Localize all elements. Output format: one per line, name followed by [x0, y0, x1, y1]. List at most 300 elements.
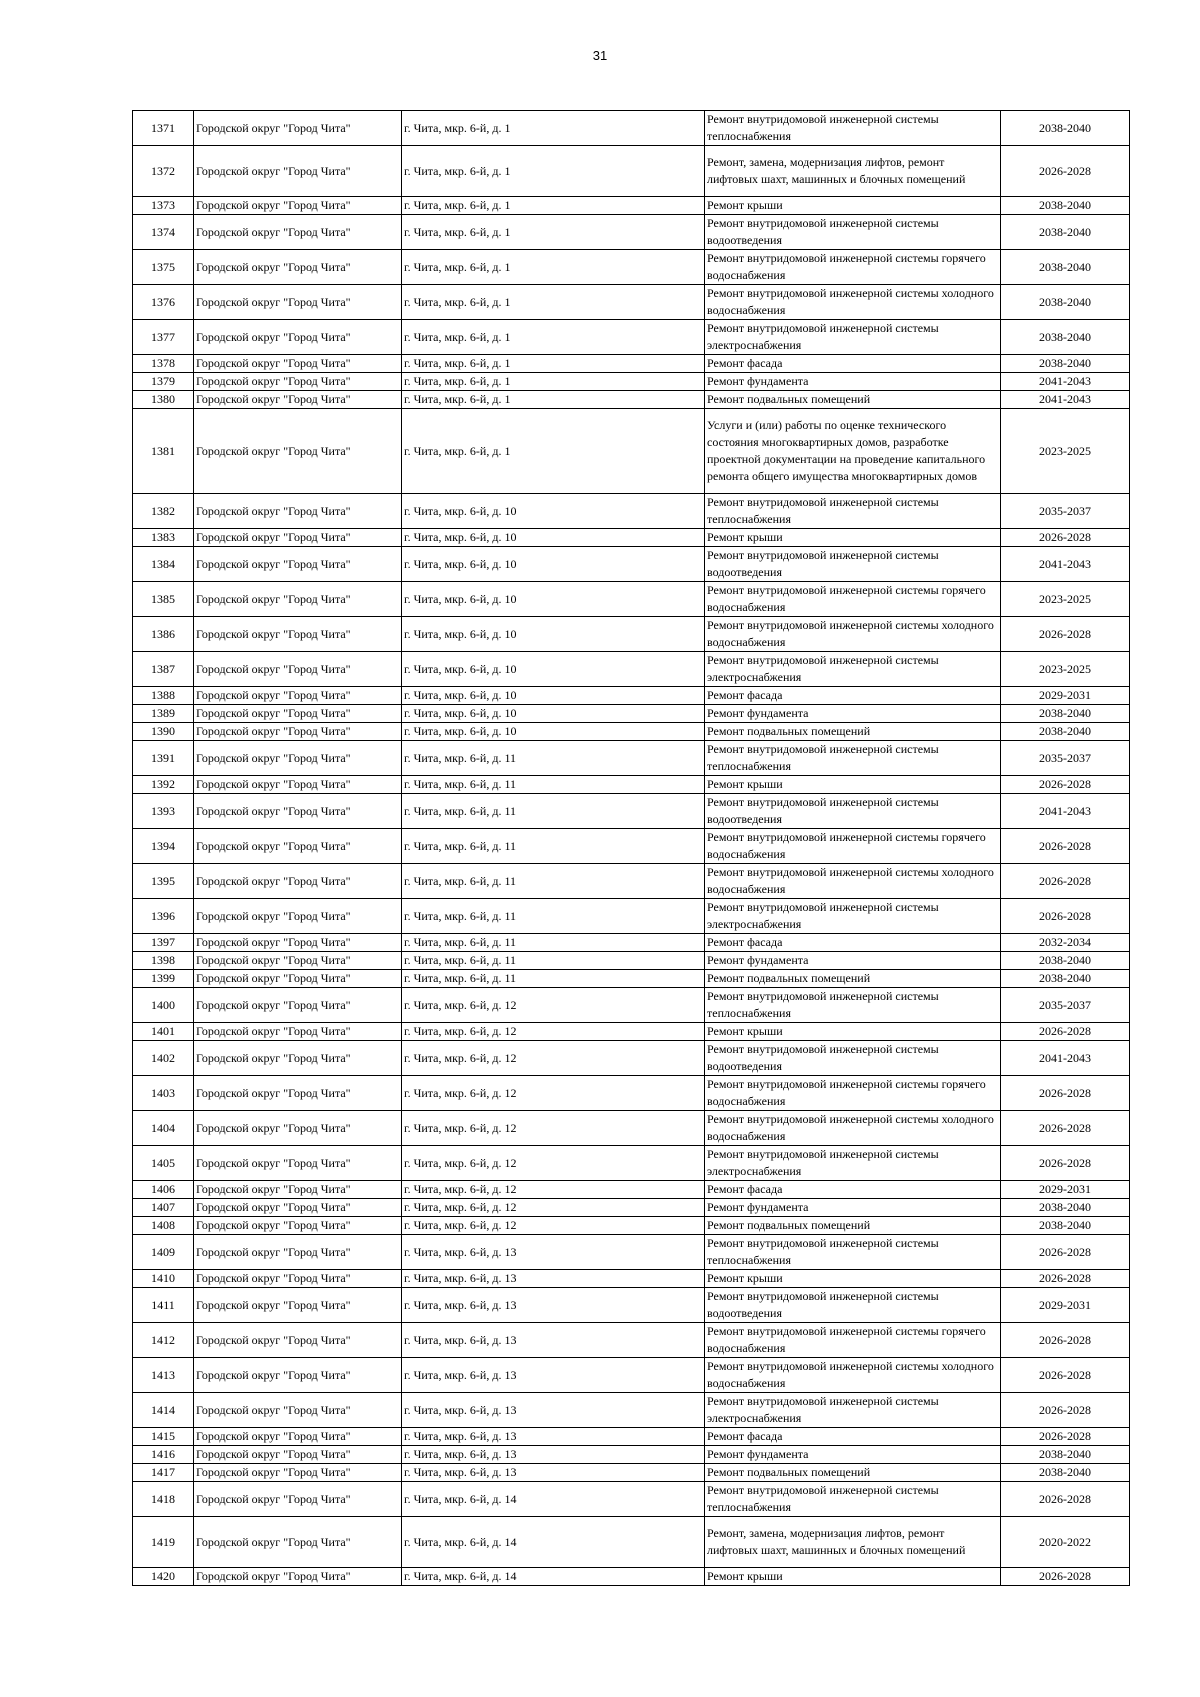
address-cell: г. Чита, мкр. 6-й, д. 13: [402, 1464, 705, 1482]
municipality-cell: Городской округ "Город Чита": [194, 1446, 402, 1464]
table-row: [133, 529, 1130, 547]
row-number-cell: 1394: [133, 829, 194, 864]
municipality-cell: Городской округ "Город Чита": [194, 617, 402, 652]
row-number-cell: 1398: [133, 952, 194, 970]
work-type-cell: Ремонт внутридомовой инженерной системы водоотведения: [705, 547, 1001, 582]
row-number-cell: 1383: [133, 529, 194, 547]
table-row: [133, 1111, 1130, 1146]
row-number-cell: 1378: [133, 355, 194, 373]
work-type-cell: Услуги и (или) работы по оценке технического состояния многоквартирных домов, разработке проектной документации на проведение капитального ремонта общего имущества многоквартирных домов: [705, 409, 1001, 494]
municipality-cell: Городской округ "Город Чита": [194, 1482, 402, 1517]
address-cell: г. Чита, мкр. 6-й, д. 1: [402, 146, 705, 197]
work-type-cell: Ремонт внутридомовой инженерной системы теплоснабжения: [705, 1482, 1001, 1517]
table-row: [133, 1146, 1130, 1181]
address-cell: г. Чита, мкр. 6-й, д. 1: [402, 409, 705, 494]
period-cell: 2035-2037: [1001, 741, 1130, 776]
table-row: [133, 373, 1130, 391]
municipality-cell: Городской округ "Город Чита": [194, 197, 402, 215]
table-row: [133, 1517, 1130, 1568]
table-row: [133, 1568, 1130, 1586]
table-row: [133, 705, 1130, 723]
row-number-cell: 1400: [133, 988, 194, 1023]
municipality-cell: Городской округ "Город Чита": [194, 1217, 402, 1235]
period-cell: 2026-2028: [1001, 829, 1130, 864]
row-number-cell: 1419: [133, 1517, 194, 1568]
table-row: [133, 547, 1130, 582]
period-cell: 2038-2040: [1001, 952, 1130, 970]
period-cell: 2026-2028: [1001, 146, 1130, 197]
table-row: [133, 617, 1130, 652]
work-type-cell: Ремонт фасада: [705, 355, 1001, 373]
address-cell: г. Чита, мкр. 6-й, д. 12: [402, 1217, 705, 1235]
table-row: [133, 1181, 1130, 1199]
period-cell: 2038-2040: [1001, 111, 1130, 146]
municipality-cell: Городской округ "Город Чита": [194, 494, 402, 529]
municipality-cell: Городской округ "Город Чита": [194, 970, 402, 988]
table-row: [133, 1041, 1130, 1076]
period-cell: 2026-2028: [1001, 1568, 1130, 1586]
work-type-cell: Ремонт внутридомовой инженерной системы электроснабжения: [705, 320, 1001, 355]
page-number: 31: [592, 48, 608, 63]
work-type-cell: Ремонт внутридомовой инженерной системы электроснабжения: [705, 652, 1001, 687]
work-type-cell: Ремонт внутридомовой инженерной системы горячего водоснабжения: [705, 1076, 1001, 1111]
period-cell: 2035-2037: [1001, 494, 1130, 529]
address-cell: г. Чита, мкр. 6-й, д. 1: [402, 391, 705, 409]
table-row: [133, 1446, 1130, 1464]
row-number-cell: 1404: [133, 1111, 194, 1146]
municipality-cell: Городской округ "Город Чита": [194, 391, 402, 409]
table-row: [133, 687, 1130, 705]
work-type-cell: Ремонт фундамента: [705, 952, 1001, 970]
municipality-cell: Городской округ "Город Чита": [194, 547, 402, 582]
row-number-cell: 1406: [133, 1181, 194, 1199]
address-cell: г. Чита, мкр. 6-й, д. 1: [402, 320, 705, 355]
address-cell: г. Чита, мкр. 6-й, д. 11: [402, 741, 705, 776]
municipality-cell: Городской округ "Город Чита": [194, 829, 402, 864]
address-cell: г. Чита, мкр. 6-й, д. 10: [402, 529, 705, 547]
municipality-cell: Городской округ "Город Чита": [194, 1568, 402, 1586]
work-type-cell: Ремонт внутридомовой инженерной системы холодного водоснабжения: [705, 1358, 1001, 1393]
table-row: [133, 1393, 1130, 1428]
row-number-cell: 1417: [133, 1464, 194, 1482]
row-number-cell: 1405: [133, 1146, 194, 1181]
address-cell: г. Чита, мкр. 6-й, д. 10: [402, 687, 705, 705]
municipality-cell: Городской округ "Город Чита": [194, 1270, 402, 1288]
address-cell: г. Чита, мкр. 6-й, д. 12: [402, 1076, 705, 1111]
period-cell: 2038-2040: [1001, 1217, 1130, 1235]
row-number-cell: 1396: [133, 899, 194, 934]
municipality-cell: Городской округ "Город Чита": [194, 250, 402, 285]
row-number-cell: 1380: [133, 391, 194, 409]
period-cell: 2038-2040: [1001, 1464, 1130, 1482]
address-cell: г. Чита, мкр. 6-й, д. 10: [402, 494, 705, 529]
row-number-cell: 1381: [133, 409, 194, 494]
address-cell: г. Чита, мкр. 6-й, д. 10: [402, 705, 705, 723]
repair-schedule-table: [132, 110, 1130, 1586]
address-cell: г. Чита, мкр. 6-й, д. 11: [402, 829, 705, 864]
address-cell: г. Чита, мкр. 6-й, д. 14: [402, 1482, 705, 1517]
period-cell: 2026-2028: [1001, 864, 1130, 899]
row-number-cell: 1371: [133, 111, 194, 146]
row-number-cell: 1409: [133, 1235, 194, 1270]
table-row: [133, 1464, 1130, 1482]
row-number-cell: 1387: [133, 652, 194, 687]
address-cell: г. Чита, мкр. 6-й, д. 14: [402, 1517, 705, 1568]
work-type-cell: Ремонт подвальных помещений: [705, 970, 1001, 988]
period-cell: 2026-2028: [1001, 1323, 1130, 1358]
row-number-cell: 1410: [133, 1270, 194, 1288]
address-cell: г. Чита, мкр. 6-й, д. 13: [402, 1358, 705, 1393]
row-number-cell: 1407: [133, 1199, 194, 1217]
period-cell: 2038-2040: [1001, 320, 1130, 355]
table-row: [133, 409, 1130, 494]
address-cell: г. Чита, мкр. 6-й, д. 11: [402, 934, 705, 952]
address-cell: г. Чита, мкр. 6-й, д. 10: [402, 617, 705, 652]
table-row: [133, 988, 1130, 1023]
table-row: [133, 1076, 1130, 1111]
address-cell: г. Чита, мкр. 6-й, д. 13: [402, 1323, 705, 1358]
municipality-cell: Городской округ "Город Чита": [194, 1235, 402, 1270]
work-type-cell: Ремонт внутридомовой инженерной системы водоотведения: [705, 1288, 1001, 1323]
row-number-cell: 1372: [133, 146, 194, 197]
period-cell: 2038-2040: [1001, 215, 1130, 250]
municipality-cell: Городской округ "Город Чита": [194, 652, 402, 687]
work-type-cell: Ремонт внутридомовой инженерной системы водоотведения: [705, 215, 1001, 250]
row-number-cell: 1376: [133, 285, 194, 320]
work-type-cell: Ремонт внутридомовой инженерной системы горячего водоснабжения: [705, 250, 1001, 285]
table-row: [133, 970, 1130, 988]
municipality-cell: Городской округ "Город Чита": [194, 899, 402, 934]
table-row: [133, 1323, 1130, 1358]
address-cell: г. Чита, мкр. 6-й, д. 11: [402, 899, 705, 934]
work-type-cell: Ремонт крыши: [705, 1568, 1001, 1586]
work-type-cell: Ремонт внутридомовой инженерной системы теплоснабжения: [705, 1235, 1001, 1270]
period-cell: 2026-2028: [1001, 1235, 1130, 1270]
municipality-cell: Городской округ "Город Чита": [194, 146, 402, 197]
period-cell: 2041-2043: [1001, 794, 1130, 829]
address-cell: г. Чита, мкр. 6-й, д. 11: [402, 776, 705, 794]
municipality-cell: Городской округ "Город Чита": [194, 373, 402, 391]
address-cell: г. Чита, мкр. 6-й, д. 13: [402, 1270, 705, 1288]
municipality-cell: Городской округ "Город Чита": [194, 1464, 402, 1482]
address-cell: г. Чита, мкр. 6-й, д. 1: [402, 285, 705, 320]
table-row: [133, 355, 1130, 373]
period-cell: 2026-2028: [1001, 899, 1130, 934]
period-cell: 2026-2028: [1001, 1428, 1130, 1446]
row-number-cell: 1382: [133, 494, 194, 529]
row-number-cell: 1414: [133, 1393, 194, 1428]
period-cell: 2038-2040: [1001, 723, 1130, 741]
row-number-cell: 1403: [133, 1076, 194, 1111]
municipality-cell: Городской округ "Город Чита": [194, 285, 402, 320]
municipality-cell: Городской округ "Город Чита": [194, 1323, 402, 1358]
municipality-cell: Городской округ "Город Чита": [194, 409, 402, 494]
row-number-cell: 1392: [133, 776, 194, 794]
address-cell: г. Чита, мкр. 6-й, д. 13: [402, 1235, 705, 1270]
row-number-cell: 1418: [133, 1482, 194, 1517]
period-cell: 2026-2028: [1001, 1076, 1130, 1111]
table-row: [133, 794, 1130, 829]
table-row: [133, 111, 1130, 146]
row-number-cell: 1413: [133, 1358, 194, 1393]
address-cell: г. Чита, мкр. 6-й, д. 13: [402, 1288, 705, 1323]
work-type-cell: Ремонт внутридомовой инженерной системы горячего водоснабжения: [705, 829, 1001, 864]
municipality-cell: Городской округ "Город Чита": [194, 582, 402, 617]
municipality-cell: Городской округ "Город Чита": [194, 988, 402, 1023]
municipality-cell: Городской округ "Город Чита": [194, 1181, 402, 1199]
table-row: [133, 1235, 1130, 1270]
table-row: [133, 1358, 1130, 1393]
municipality-cell: Городской округ "Город Чита": [194, 320, 402, 355]
address-cell: г. Чита, мкр. 6-й, д. 13: [402, 1428, 705, 1446]
work-type-cell: Ремонт внутридомовой инженерной системы теплоснабжения: [705, 111, 1001, 146]
row-number-cell: 1386: [133, 617, 194, 652]
work-type-cell: Ремонт внутридомовой инженерной системы теплоснабжения: [705, 988, 1001, 1023]
period-cell: 2041-2043: [1001, 391, 1130, 409]
address-cell: г. Чита, мкр. 6-й, д. 11: [402, 952, 705, 970]
address-cell: г. Чита, мкр. 6-й, д. 10: [402, 723, 705, 741]
work-type-cell: Ремонт внутридомовой инженерной системы холодного водоснабжения: [705, 864, 1001, 899]
address-cell: г. Чита, мкр. 6-й, д. 12: [402, 1146, 705, 1181]
period-cell: 2038-2040: [1001, 970, 1130, 988]
row-number-cell: 1412: [133, 1323, 194, 1358]
row-number-cell: 1379: [133, 373, 194, 391]
work-type-cell: Ремонт фасада: [705, 687, 1001, 705]
municipality-cell: Городской округ "Город Чита": [194, 1076, 402, 1111]
table-row: [133, 1288, 1130, 1323]
address-cell: г. Чита, мкр. 6-й, д. 12: [402, 1111, 705, 1146]
address-cell: г. Чита, мкр. 6-й, д. 11: [402, 794, 705, 829]
work-type-cell: Ремонт подвальных помещений: [705, 723, 1001, 741]
municipality-cell: Городской округ "Город Чита": [194, 355, 402, 373]
table-row: [133, 741, 1130, 776]
table-row: [133, 1482, 1130, 1517]
address-cell: г. Чита, мкр. 6-й, д. 1: [402, 111, 705, 146]
table-row: [133, 494, 1130, 529]
row-number-cell: 1385: [133, 582, 194, 617]
table-row: [133, 1270, 1130, 1288]
period-cell: 2026-2028: [1001, 617, 1130, 652]
address-cell: г. Чита, мкр. 6-й, д. 12: [402, 1181, 705, 1199]
period-cell: 2038-2040: [1001, 1199, 1130, 1217]
address-cell: г. Чита, мкр. 6-й, д. 1: [402, 355, 705, 373]
municipality-cell: Городской округ "Город Чита": [194, 1428, 402, 1446]
row-number-cell: 1389: [133, 705, 194, 723]
work-type-cell: Ремонт подвальных помещений: [705, 1464, 1001, 1482]
period-cell: 2038-2040: [1001, 285, 1130, 320]
municipality-cell: Городской округ "Город Чита": [194, 723, 402, 741]
work-type-cell: Ремонт внутридомовой инженерной системы электроснабжения: [705, 1146, 1001, 1181]
address-cell: г. Чита, мкр. 6-й, д. 13: [402, 1446, 705, 1464]
municipality-cell: Городской округ "Город Чита": [194, 705, 402, 723]
municipality-cell: Городской округ "Город Чита": [194, 741, 402, 776]
period-cell: 2026-2028: [1001, 529, 1130, 547]
period-cell: 2020-2022: [1001, 1517, 1130, 1568]
table-row: [133, 1199, 1130, 1217]
table-row: [133, 934, 1130, 952]
municipality-cell: Городской округ "Город Чита": [194, 934, 402, 952]
period-cell: 2038-2040: [1001, 1446, 1130, 1464]
work-type-cell: Ремонт фасада: [705, 1428, 1001, 1446]
period-cell: 2032-2034: [1001, 934, 1130, 952]
table-row: [133, 197, 1130, 215]
municipality-cell: Городской округ "Город Чита": [194, 1111, 402, 1146]
work-type-cell: Ремонт крыши: [705, 1023, 1001, 1041]
address-cell: г. Чита, мкр. 6-й, д. 12: [402, 988, 705, 1023]
work-type-cell: Ремонт фундамента: [705, 705, 1001, 723]
table-row: [133, 776, 1130, 794]
row-number-cell: 1384: [133, 547, 194, 582]
work-type-cell: Ремонт внутридомовой инженерной системы электроснабжения: [705, 1393, 1001, 1428]
address-cell: г. Чита, мкр. 6-й, д. 1: [402, 373, 705, 391]
work-type-cell: Ремонт крыши: [705, 1270, 1001, 1288]
address-cell: г. Чита, мкр. 6-й, д. 12: [402, 1199, 705, 1217]
municipality-cell: Городской округ "Город Чита": [194, 1393, 402, 1428]
table-row: [133, 1217, 1130, 1235]
address-cell: г. Чита, мкр. 6-й, д. 10: [402, 582, 705, 617]
row-number-cell: 1416: [133, 1446, 194, 1464]
work-type-cell: Ремонт фундамента: [705, 1446, 1001, 1464]
work-type-cell: Ремонт фундамента: [705, 373, 1001, 391]
period-cell: 2038-2040: [1001, 197, 1130, 215]
address-cell: г. Чита, мкр. 6-й, д. 12: [402, 1023, 705, 1041]
table-row: [133, 320, 1130, 355]
period-cell: 2041-2043: [1001, 373, 1130, 391]
address-cell: г. Чита, мкр. 6-й, д. 1: [402, 215, 705, 250]
municipality-cell: Городской округ "Город Чита": [194, 794, 402, 829]
table-row: [133, 250, 1130, 285]
address-cell: г. Чита, мкр. 6-й, д. 11: [402, 864, 705, 899]
period-cell: 2023-2025: [1001, 652, 1130, 687]
work-type-cell: Ремонт внутридомовой инженерной системы теплоснабжения: [705, 741, 1001, 776]
table-row: [133, 723, 1130, 741]
address-cell: г. Чита, мкр. 6-й, д. 11: [402, 970, 705, 988]
work-type-cell: Ремонт подвальных помещений: [705, 1217, 1001, 1235]
row-number-cell: 1399: [133, 970, 194, 988]
period-cell: 2035-2037: [1001, 988, 1130, 1023]
row-number-cell: 1377: [133, 320, 194, 355]
work-type-cell: Ремонт крыши: [705, 197, 1001, 215]
period-cell: 2038-2040: [1001, 705, 1130, 723]
municipality-cell: Городской округ "Город Чита": [194, 952, 402, 970]
address-cell: г. Чита, мкр. 6-й, д. 10: [402, 547, 705, 582]
address-cell: г. Чита, мкр. 6-й, д. 1: [402, 250, 705, 285]
municipality-cell: Городской округ "Город Чита": [194, 529, 402, 547]
work-type-cell: Ремонт внутридомовой инженерной системы горячего водоснабжения: [705, 582, 1001, 617]
municipality-cell: Городской округ "Город Чита": [194, 1041, 402, 1076]
work-type-cell: Ремонт внутридомовой инженерной системы холодного водоснабжения: [705, 285, 1001, 320]
period-cell: 2023-2025: [1001, 582, 1130, 617]
period-cell: 2026-2028: [1001, 1358, 1130, 1393]
address-cell: г. Чита, мкр. 6-й, д. 13: [402, 1393, 705, 1428]
work-type-cell: Ремонт внутридомовой инженерной системы холодного водоснабжения: [705, 1111, 1001, 1146]
row-number-cell: 1420: [133, 1568, 194, 1586]
municipality-cell: Городской округ "Город Чита": [194, 1146, 402, 1181]
row-number-cell: 1415: [133, 1428, 194, 1446]
period-cell: 2026-2028: [1001, 1111, 1130, 1146]
period-cell: 2026-2028: [1001, 1393, 1130, 1428]
work-type-cell: Ремонт фундамента: [705, 1199, 1001, 1217]
municipality-cell: Городской округ "Город Чита": [194, 1288, 402, 1323]
row-number-cell: 1388: [133, 687, 194, 705]
row-number-cell: 1402: [133, 1041, 194, 1076]
period-cell: 2026-2028: [1001, 1270, 1130, 1288]
period-cell: 2029-2031: [1001, 1288, 1130, 1323]
row-number-cell: 1411: [133, 1288, 194, 1323]
row-number-cell: 1401: [133, 1023, 194, 1041]
work-type-cell: Ремонт крыши: [705, 529, 1001, 547]
work-type-cell: Ремонт, замена, модернизация лифтов, ремонт лифтовых шахт, машинных и блочных помещений: [705, 1517, 1001, 1568]
row-number-cell: 1391: [133, 741, 194, 776]
row-number-cell: 1374: [133, 215, 194, 250]
work-type-cell: Ремонт внутридомовой инженерной системы электроснабжения: [705, 899, 1001, 934]
period-cell: 2026-2028: [1001, 1482, 1130, 1517]
municipality-cell: Городской округ "Город Чита": [194, 776, 402, 794]
work-type-cell: Ремонт внутридомовой инженерной системы горячего водоснабжения: [705, 1323, 1001, 1358]
work-type-cell: Ремонт внутридомовой инженерной системы холодного водоснабжения: [705, 617, 1001, 652]
address-cell: г. Чита, мкр. 6-й, д. 1: [402, 197, 705, 215]
period-cell: 2026-2028: [1001, 1146, 1130, 1181]
municipality-cell: Городской округ "Город Чита": [194, 864, 402, 899]
period-cell: 2023-2025: [1001, 409, 1130, 494]
table-row: [133, 864, 1130, 899]
table-row: [133, 652, 1130, 687]
row-number-cell: 1395: [133, 864, 194, 899]
work-type-cell: Ремонт, замена, модернизация лифтов, ремонт лифтовых шахт, машинных и блочных помещений: [705, 146, 1001, 197]
work-type-cell: Ремонт внутридомовой инженерной системы водоотведения: [705, 1041, 1001, 1076]
row-number-cell: 1397: [133, 934, 194, 952]
work-type-cell: Ремонт внутридомовой инженерной системы теплоснабжения: [705, 494, 1001, 529]
municipality-cell: Городской округ "Город Чита": [194, 1023, 402, 1041]
work-type-cell: Ремонт фасада: [705, 934, 1001, 952]
table-row: [133, 391, 1130, 409]
municipality-cell: Городской округ "Город Чита": [194, 1199, 402, 1217]
work-type-cell: Ремонт подвальных помещений: [705, 391, 1001, 409]
period-cell: 2041-2043: [1001, 547, 1130, 582]
period-cell: 2026-2028: [1001, 1023, 1130, 1041]
row-number-cell: 1375: [133, 250, 194, 285]
period-cell: 2029-2031: [1001, 687, 1130, 705]
row-number-cell: 1393: [133, 794, 194, 829]
municipality-cell: Городской округ "Город Чита": [194, 215, 402, 250]
municipality-cell: Городской округ "Город Чита": [194, 687, 402, 705]
work-type-cell: Ремонт крыши: [705, 776, 1001, 794]
row-number-cell: 1408: [133, 1217, 194, 1235]
municipality-cell: Городской округ "Город Чита": [194, 1517, 402, 1568]
table-row: [133, 215, 1130, 250]
period-cell: 2041-2043: [1001, 1041, 1130, 1076]
row-number-cell: 1390: [133, 723, 194, 741]
work-type-cell: Ремонт фасада: [705, 1181, 1001, 1199]
address-cell: г. Чита, мкр. 6-й, д. 10: [402, 652, 705, 687]
period-cell: 2038-2040: [1001, 250, 1130, 285]
table-row: [133, 829, 1130, 864]
work-type-cell: Ремонт внутридомовой инженерной системы водоотведения: [705, 794, 1001, 829]
table-row: [133, 1023, 1130, 1041]
table-row: [133, 146, 1130, 197]
address-cell: г. Чита, мкр. 6-й, д. 14: [402, 1568, 705, 1586]
table-row: [133, 285, 1130, 320]
table-row: [133, 1428, 1130, 1446]
table-row: [133, 899, 1130, 934]
municipality-cell: Городской округ "Город Чита": [194, 1358, 402, 1393]
row-number-cell: 1373: [133, 197, 194, 215]
table-row: [133, 582, 1130, 617]
period-cell: 2026-2028: [1001, 776, 1130, 794]
table-row: [133, 952, 1130, 970]
period-cell: 2029-2031: [1001, 1181, 1130, 1199]
municipality-cell: Городской округ "Город Чита": [194, 111, 402, 146]
